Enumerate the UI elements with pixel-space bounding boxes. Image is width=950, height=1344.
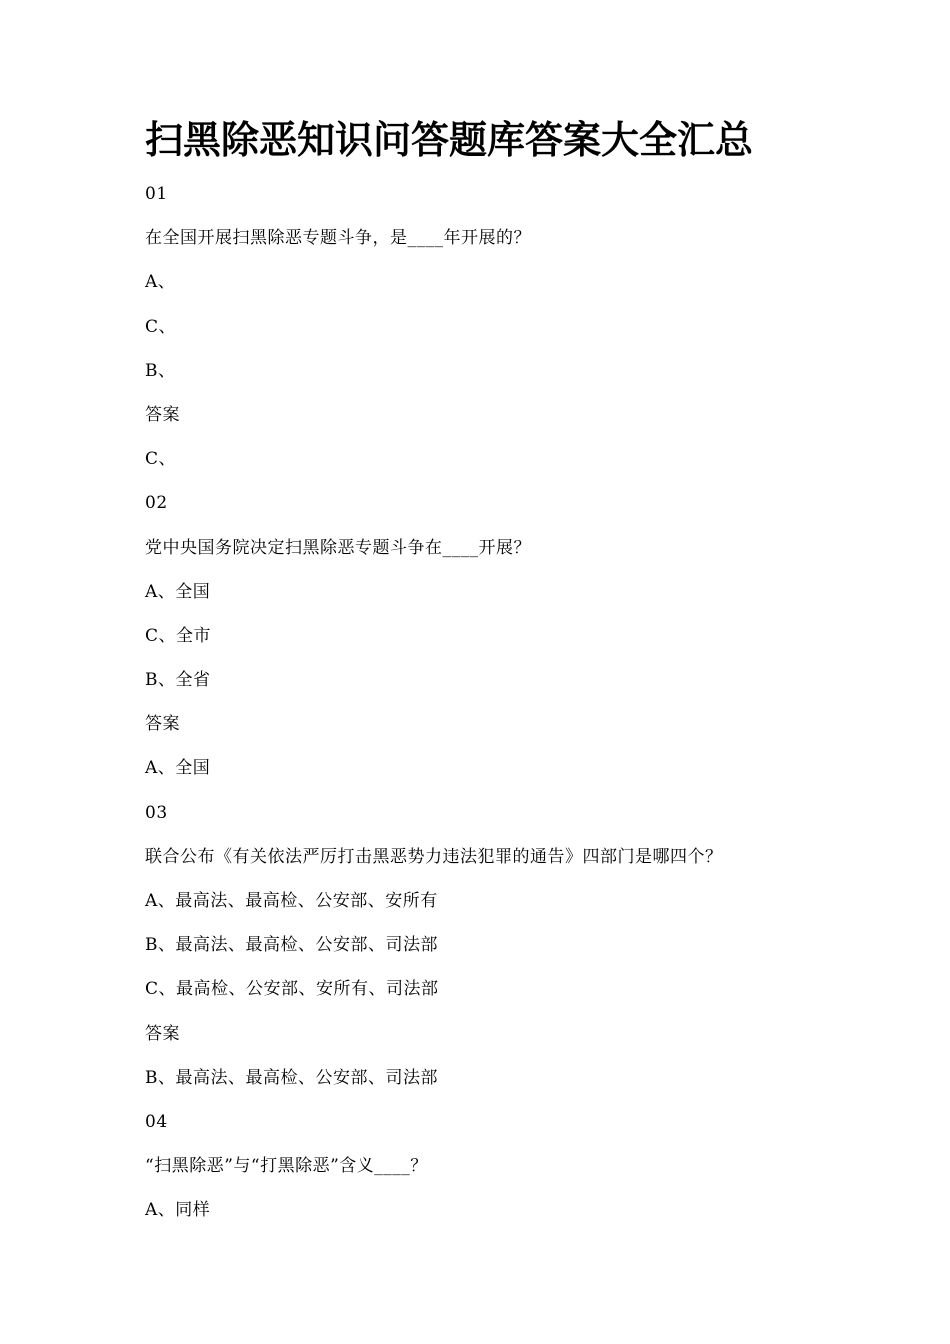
answer-value: C、 <box>145 449 177 470</box>
answer-label: 答案 <box>145 714 180 735</box>
option-c: C、 <box>145 316 177 337</box>
question-text: 联合公布《有关依法严厉打击黑恶势力违法犯罪的通告》四部门是哪四个？ <box>145 846 723 867</box>
option-b: B、全省 <box>145 670 211 691</box>
option-c: C、全市 <box>145 625 212 646</box>
option-b: B、 <box>145 360 176 381</box>
option-c: C、最高检、公安部、安所有、司法部 <box>145 979 439 1000</box>
option-b: B、最高法、最高检、公安部、司法部 <box>145 935 438 956</box>
question-number: 01 <box>145 184 168 204</box>
question-text: “扫黑除恶”与“打黑除恶”含义____？ <box>145 1156 428 1177</box>
answer-label: 答案 <box>145 1023 180 1044</box>
answer-value: B、最高法、最高检、公安部、司法部 <box>145 1067 438 1088</box>
question-number: 03 <box>145 802 168 823</box>
question-number: 02 <box>145 493 168 514</box>
question-text: 在全国开展扫黑除恶专题斗争，是____年开展的？ <box>145 228 531 249</box>
option-a: A、最高法、最高检、公安部、安所有 <box>145 891 438 911</box>
document-body <box>145 176 845 1237</box>
document-title: 扫黑除恶知识问答题库答案大全汇总 <box>145 117 754 162</box>
question-number: 04 <box>145 1111 168 1132</box>
question-text: 党中央国务院决定扫黑除恶专题斗争在____开展？ <box>145 537 531 558</box>
answer-value: A、全国 <box>145 758 211 779</box>
answer-label: 答案 <box>145 404 180 425</box>
option-a: A、 <box>145 272 176 293</box>
option-a: A、全国 <box>145 581 211 602</box>
option-a: A、同样 <box>145 1200 211 1221</box>
